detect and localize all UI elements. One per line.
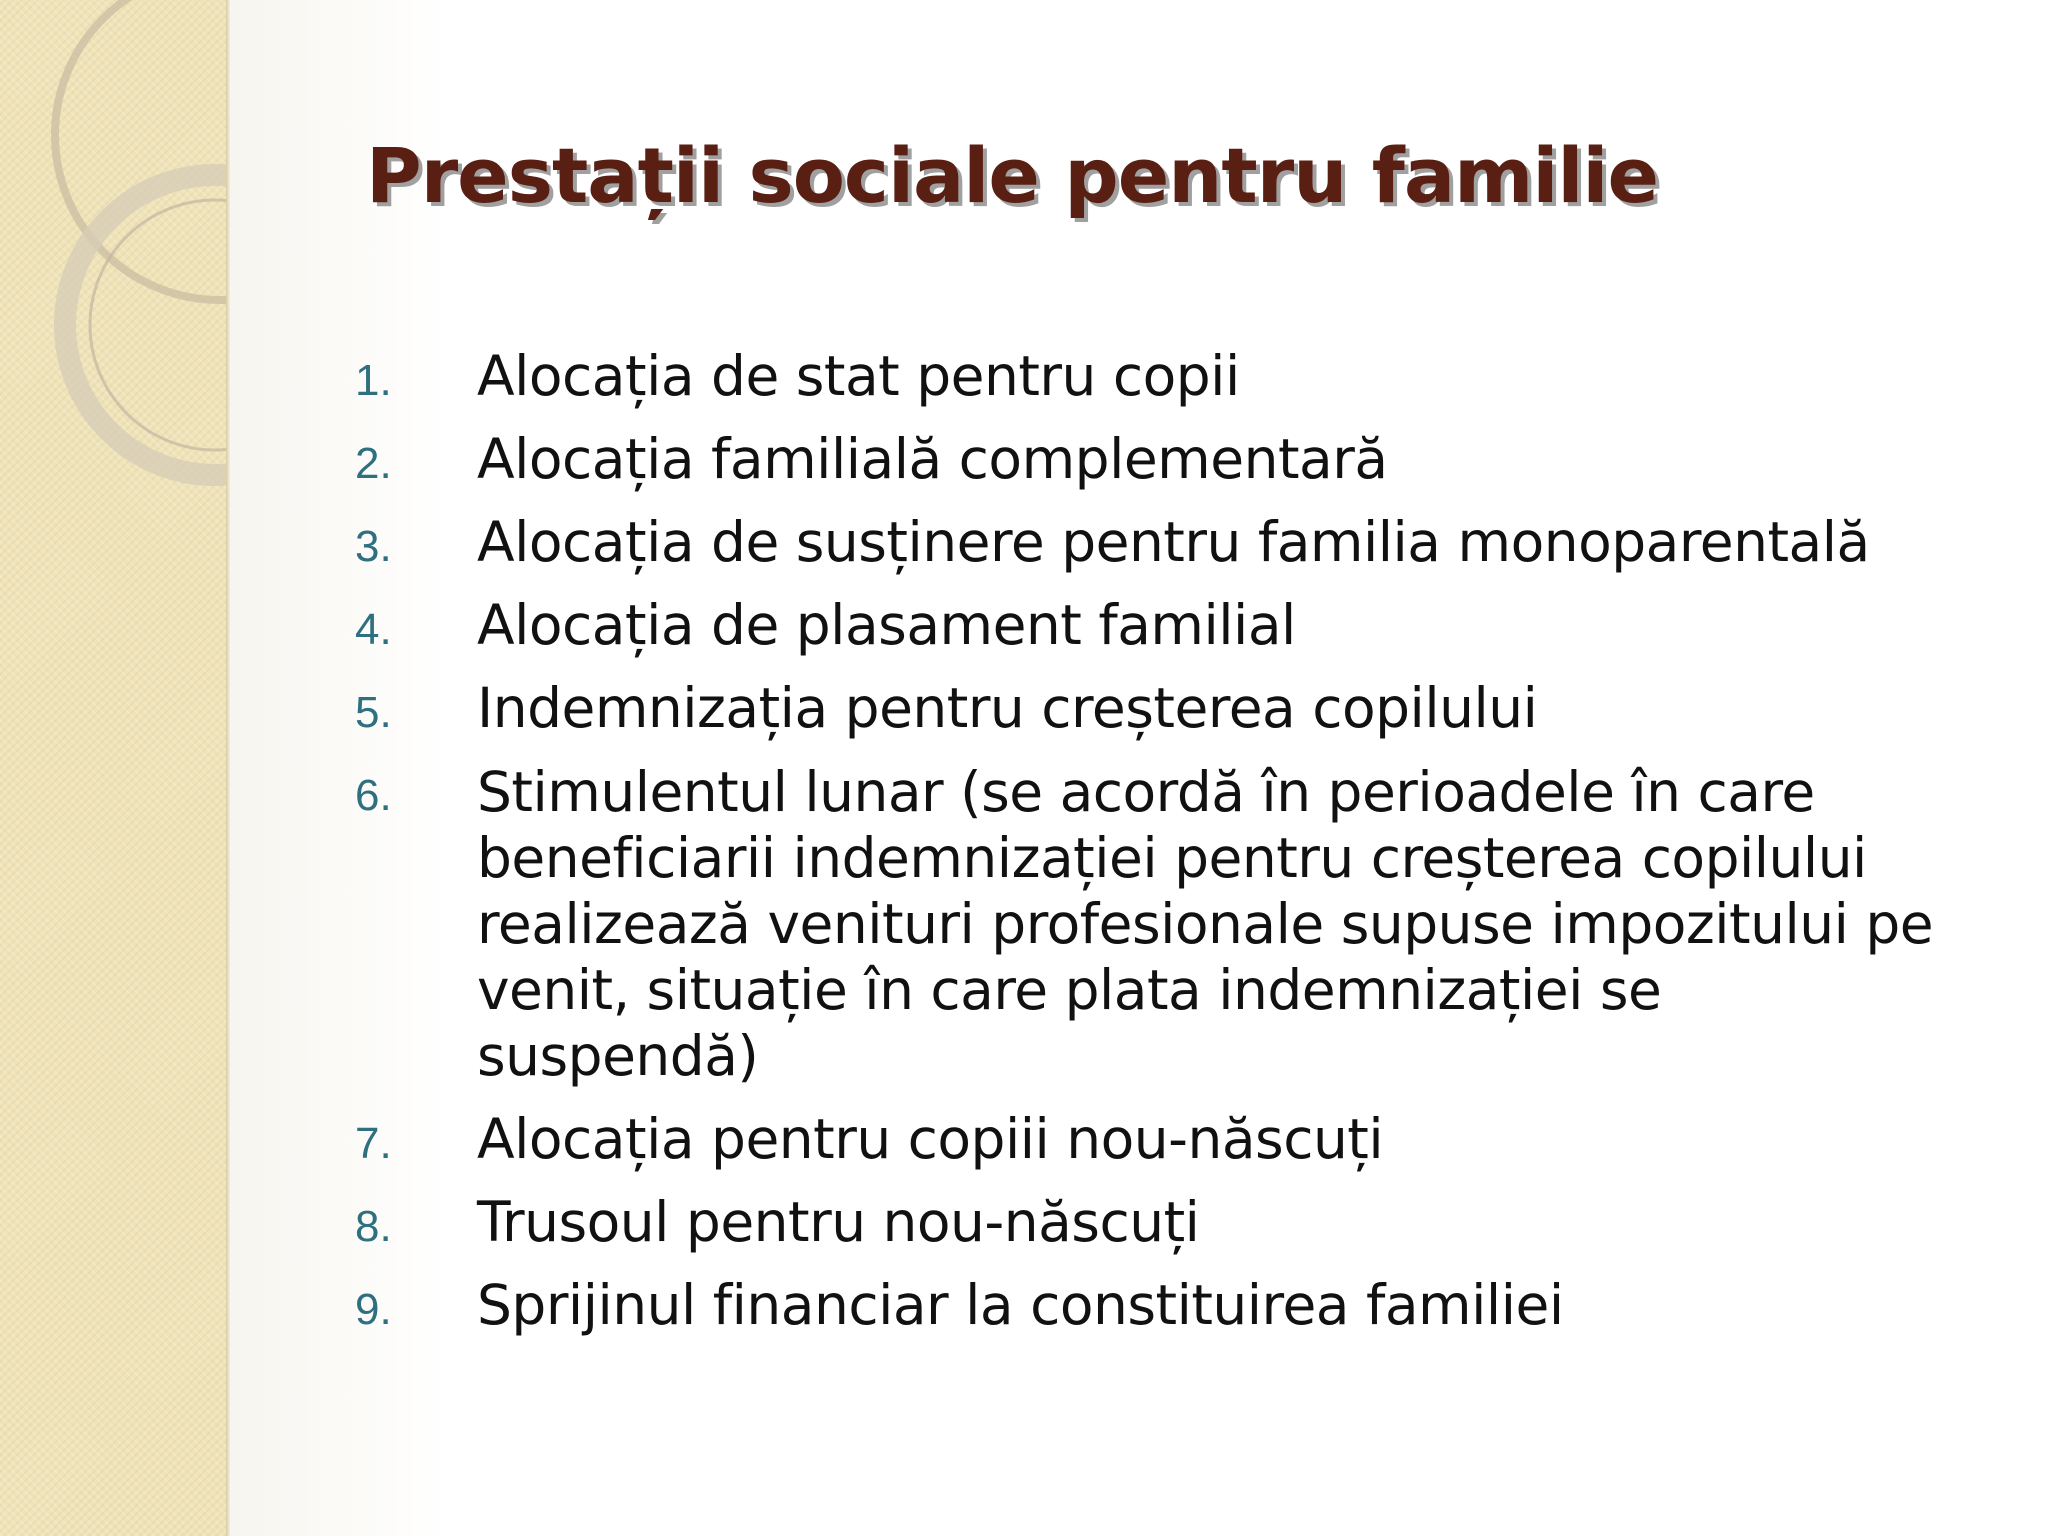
decorative-sidebar — [0, 0, 226, 1536]
list-item — [355, 593, 1955, 658]
list-item-text: Alocația de susținere pentru familia monoparentală — [477, 510, 1870, 574]
list-item-number: 6. — [355, 771, 392, 820]
list-item-number: 1. — [355, 356, 392, 405]
benefits-list — [355, 344, 1955, 1356]
list-item-text: Stimulentul lunar (se acordă în perioadele în care beneficiarii indemnizației pentru creșterea copilului realizează venituri profesionale supuse impozitului pe venit, situație în care plata indemnizației se suspendă) — [477, 760, 1934, 1088]
list-item — [355, 1190, 1955, 1255]
list-item — [355, 759, 1955, 1089]
list-item-text: Alocația de plasament familial — [477, 593, 1296, 657]
list-item-text: Alocația de stat pentru copii — [477, 344, 1240, 408]
list-item-number: 8. — [355, 1202, 392, 1251]
list-item — [355, 427, 1955, 492]
list-item-number: 9. — [355, 1285, 392, 1334]
list-item — [355, 1107, 1955, 1172]
list-item — [355, 510, 1955, 575]
list-item-number: 4. — [355, 605, 392, 654]
list-item — [355, 676, 1955, 741]
slide-title: Prestații sociale pentru familie — [366, 131, 1659, 220]
list-item-text: Alocația familială complementară — [477, 427, 1388, 491]
list-item-number: 5. — [355, 688, 392, 737]
decorative-rings-graphic — [0, 0, 226, 520]
list-item-text: Trusoul pentru nou-născuți — [477, 1190, 1200, 1254]
list-item — [355, 1273, 1955, 1338]
list-item-number: 3. — [355, 522, 392, 571]
list-item-number: 7. — [355, 1119, 392, 1168]
list-item — [355, 344, 1955, 409]
list-item-text: Sprijinul financiar la constituirea familiei — [477, 1273, 1564, 1337]
list-item-text: Indemnizația pentru creșterea copilului — [477, 676, 1538, 740]
list-item-number: 2. — [355, 439, 392, 488]
list-item-text: Alocația pentru copiii nou-născuți — [477, 1107, 1384, 1171]
